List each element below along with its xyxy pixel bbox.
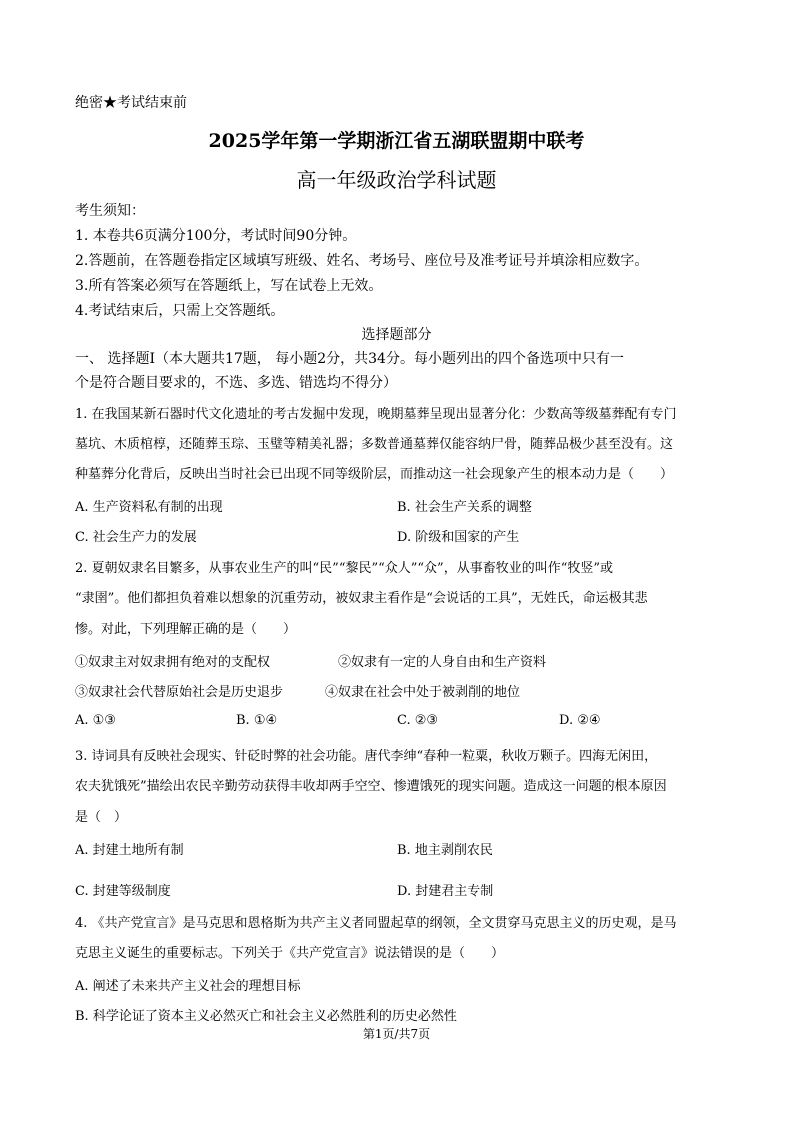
question-2-text: “隶圉”。他们都担负着难以想象的沉重劳动，被奴隶主看作是“会说话的工具”，无姓氏，命运极其悲 [75,591,648,606]
section-title: 选择题部分 [361,327,432,343]
question-3-option-c: C. 封建等级制度 [75,884,171,899]
question-1-text: 墓坑、木质棺椁，还随葬玉琮、玉璧等精美礼器；多数普通墓葬仅能容纳尸骨，随葬品极少甚至没有。这 [75,437,674,452]
exam-title: 2025学年第一学期浙江省五湖联盟期中联考 [208,130,585,152]
notice-item: 2.答题前，在答题卷指定区域填写班级、姓名、考场号、座位号及准考证号并填涂相应数字。 [75,253,649,269]
question-4-text: 克思主义诞生的重要标志。下列关于《共产党宣言》说法错误的是（ ） [75,946,505,961]
question-4-option-a: A. 阐述了未来共产主义社会的理想目标 [75,979,301,994]
question-2-option-a: A. ①③ [75,713,116,728]
question-3-text: 农夫犹饿死”描绘出农民辛勤劳动获得丰收却两手空空、惨遭饿死的现实问题。造成这一问题的根本原因 [75,779,667,794]
page-number: 第1页/共7页 [362,1027,431,1041]
question-1-text: 1. 在我国某新石器时代文化遗址的考古发掘中发现，晚期墓葬呈现出显著分化：少数高等级墓葬配有专门 [75,407,677,422]
question-3-text: 3. 诗词具有反映社会现实、针砭时弊的社会功能。唐代李绅“春种一粒粟，秋收万颗子。四海无闲田， [75,749,658,764]
notice-item: 3.所有答案必须写在答题纸上，写在试卷上无效。 [75,278,383,294]
question-1-option-a: A. 生产资料私有制的出现 [75,500,223,515]
question-2-text: 2. 夏朝奴隶名目繁多，从事农业生产的叫“民”“黎民”“众人”“众”，从事畜牧业的叫作“牧竖”或 [75,561,613,576]
question-2-statement: ②奴隶有一定的人身自由和生产资料 [338,655,547,670]
question-3-option-b: B. 地主剥削农民 [397,843,493,858]
question-2-option-d: D. ②④ [559,713,601,728]
question-2-statement: ④奴隶在社会中处于被剥削的地位 [325,685,521,700]
question-1-option-c: C. 社会生产力的发展 [75,530,197,545]
notice-heading: 考生须知： [75,203,145,219]
question-1-option-b: B. 社会生产关系的调整 [397,500,532,515]
question-2-statement: ③奴隶社会代替原始社会是历史退步 [75,685,284,700]
confidential-label: 绝密★考试结束前 [75,95,187,111]
notice-item: 1. 本卷共6页满分100分，考试时间90分钟。 [75,228,357,244]
exam-subtitle: 高一年级政治学科试题 [296,168,497,192]
section-intro: 一、 选择题Ⅰ（本大题共17题， 每小题2分，共34分。每小题列出的四个备选项中只有一 [75,351,624,367]
question-4-text: 4. 《共产党宣言》是马克思和恩格斯为共产主义者同盟起草的纲领，全文贯穿马克思主义的历史观，是马 [75,916,677,931]
question-1-option-d: D. 阶级和国家的产生 [397,530,520,545]
question-2-text: 惨。对此，下列理解正确的是（ ） [75,622,297,637]
section-intro: 个是符合题目要求的，不选、多选、错选均不得分） [75,375,397,391]
question-1-text: 种墓葬分化背后，反映出当时社会已出现不同等级阶层，而推动这一社会现象产生的根本动力是（ ） [75,467,674,482]
question-3-option-d: D. 封建君主专制 [397,884,494,899]
question-2-statement: ①奴隶主对奴隶拥有绝对的支配权 [75,655,271,670]
notice-item: 4.考试结束后，只需上交答题纸。 [75,303,285,319]
question-2-option-c: C. ②③ [397,713,439,728]
question-3-option-a: A. 封建土地所有制 [75,843,184,858]
question-4-option-b: B. 科学论证了资本主义必然灭亡和社会主义必然胜利的历史必然性 [75,1009,457,1024]
question-2-option-b: B. ①④ [236,713,278,728]
question-3-text: 是（ ） [75,810,128,825]
